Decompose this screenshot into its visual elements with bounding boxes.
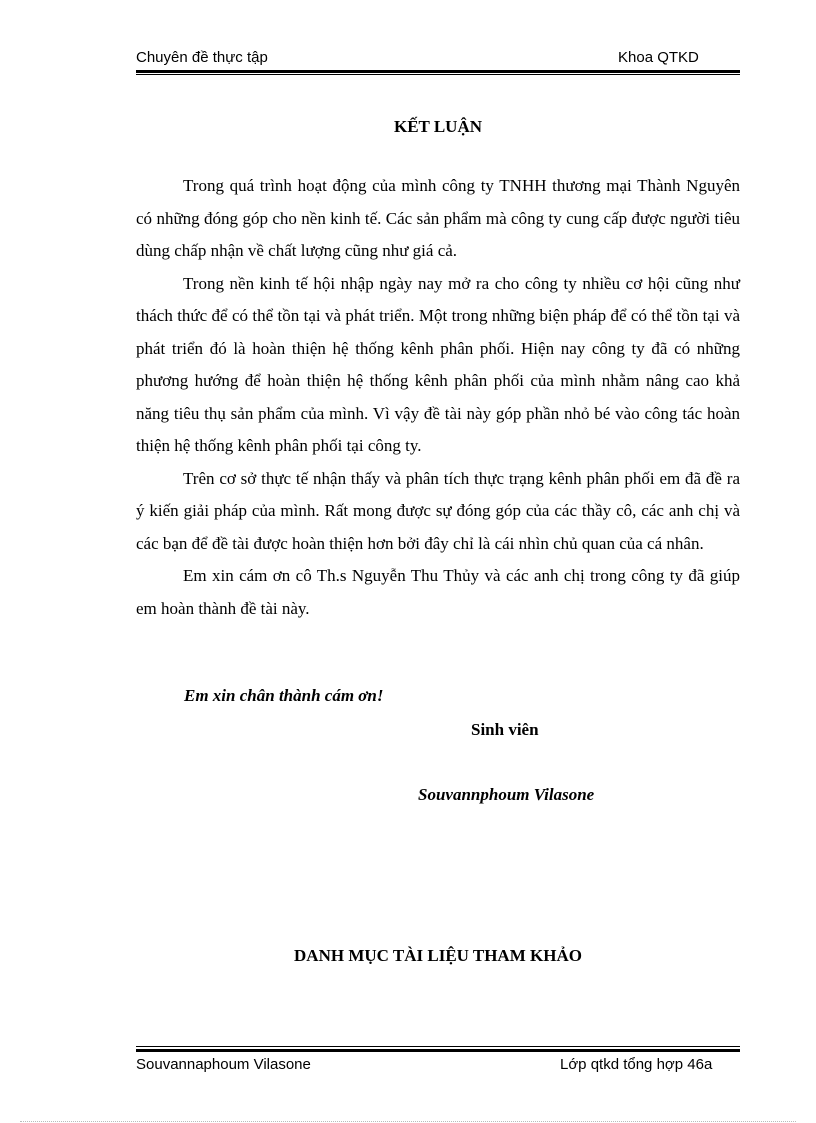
page-bottom-edge xyxy=(20,1121,796,1122)
page-header xyxy=(136,49,740,69)
conclusion-title: KẾT LUẬN xyxy=(393,117,482,136)
paragraph-2: Trong nền kinh tế hội nhập ngày nay mở ra cho công ty nhiều cơ hội cũng như thách thức để có thể tồn tại và phát triển. Một trong những biện pháp để có thể tồn tại và phát triển đó là hoàn thiện hệ thống kênh phân phối. Hiện nay công ty đã có những phương hướng để hoàn thiện hệ thống kênh phân phối của mình nhằm nâng cao khả năng tiêu thụ sản phẩm của mình. Vì vậy đề tài này góp phần nhỏ bé vào công tác hoàn thiện hệ thống kênh phân phối tại công ty. xyxy=(136,273,740,455)
footer-rule-thick xyxy=(136,1049,740,1052)
paragraph-1: Trong quá trình hoạt động của mình công ty TNHH thương mại Thành Nguyên có những đóng góp cho nền kinh tế. Các sản phẩm mà công ty cung cấp được người tiêu dùng chấp nhận về chất lượng cũng như giá cả. xyxy=(136,176,740,260)
closing-thanks: Em xin chân thành cám ơn! xyxy=(184,686,384,705)
conclusion-body xyxy=(136,170,740,625)
footer-rule-thin xyxy=(136,1046,740,1047)
references-title: DANH MỤC TÀI LIỆU THAM KHẢO xyxy=(294,946,582,965)
signature-name: Souvannphoum Vilasone xyxy=(418,785,595,804)
header-faculty: Khoa QTKD xyxy=(618,49,699,66)
paragraph-3: Trên cơ sở thực tế nhận thấy và phân tích thực trạng kênh phân phối em đã đề ra ý kiến giải pháp của mình. Rất mong được sự đóng góp của các thầy cô, các anh chị và các bạn để đề tài được hoàn thiện hơn bởi đây chỉ là cái nhìn chủ quan của cá nhân. xyxy=(136,468,740,553)
footer-class: Lớp qtkd tổng hợp 46a xyxy=(560,1056,713,1073)
header-document-type: Chuyên đề thực tập xyxy=(136,49,268,66)
signature-role: Sinh viên xyxy=(471,720,539,739)
paragraph-4: Em xin cám ơn cô Th.s Nguyễn Thu Thủy và các anh chị trong công ty đã giúp em hoàn thành đề tài này. xyxy=(136,566,740,618)
header-rule-thin xyxy=(136,74,740,75)
footer-author: Souvannaphoum Vilasone xyxy=(136,1056,311,1073)
header-rule-thick xyxy=(136,70,740,73)
